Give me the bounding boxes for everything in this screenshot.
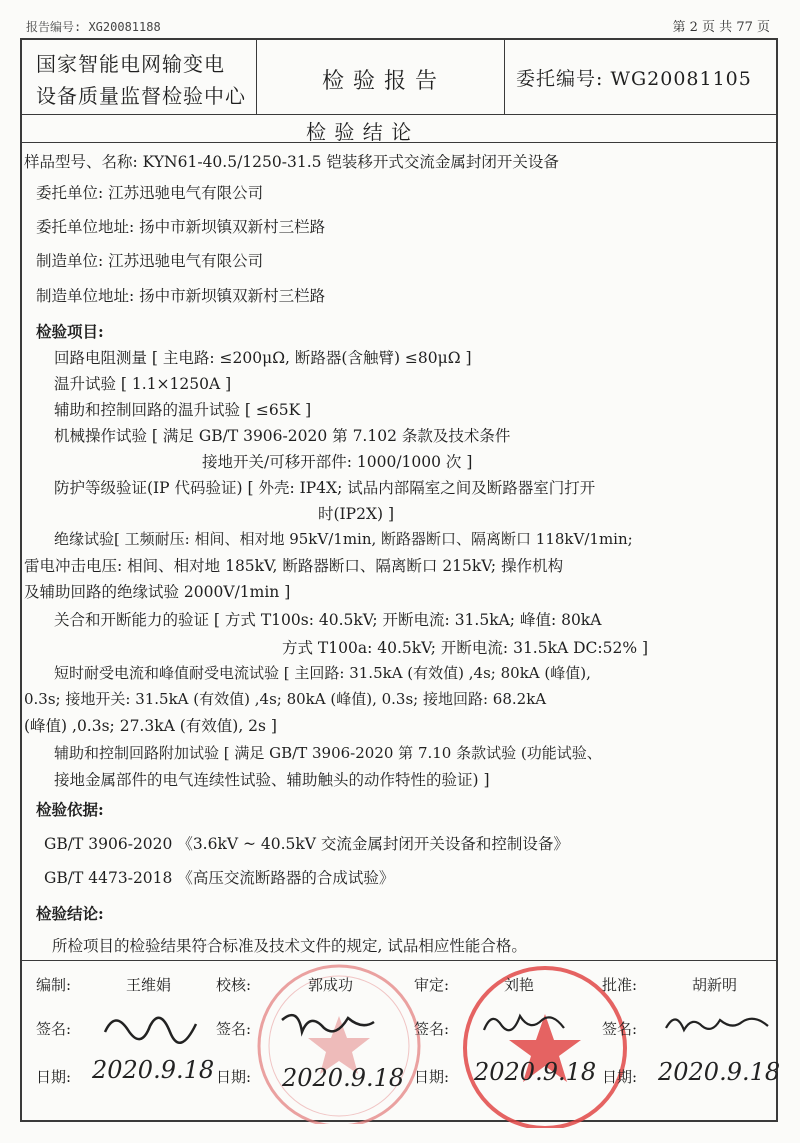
header-divider	[22, 114, 776, 115]
approve-name: 胡新明	[692, 976, 738, 994]
approve-date: 2020.9.18	[658, 1058, 781, 1086]
item-line: 防护等级验证(IP 代码验证) [ 外壳: IP4X; 试品内部隔室之间及断路器室门打开	[54, 479, 596, 497]
item-line: 雷电冲击电压: 相间、相对地 185kV, 断路器断口、隔离断口 215kV; 操作机构	[24, 557, 564, 575]
date-label: 日期:	[414, 1068, 450, 1086]
item-line: 短时耐受电流和峰值耐受电流试验 [ 主回路: 31.5kA (有效值) ,4s; 80kA (峰值),	[54, 664, 591, 682]
client-address: 委托单位地址: 扬中市新坝镇双新村三栏路	[36, 218, 326, 236]
check-date: 2020.9.18	[282, 1064, 405, 1092]
report-number: 报告编号: XG20081188	[26, 20, 161, 34]
date-label: 日期:	[602, 1068, 638, 1086]
sample-model: 样品型号、名称: KYN61-40.5/1250-31.5 铠装移开式交流金属封闭开关设备	[24, 153, 559, 171]
item-line: 方式 T100a: 40.5kV; 开断电流: 31.5kA DC:52% ]	[282, 639, 649, 657]
review-label: 审定:	[414, 976, 450, 994]
report-frame	[20, 38, 781, 1122]
item-line: 辅助和控制回路附加试验 [ 满足 GB/T 3906-2020 第 7.10 条款试验 (功能试验、	[54, 744, 602, 762]
conclusion-heading: 检验结论:	[36, 904, 104, 923]
org-name-line2: 设备质量监督检验中心	[36, 84, 246, 108]
item-line: 绝缘试验[ 工频耐压: 相间、相对地 95kV/1min, 断路器断口、隔离断口 118kV/1min;	[54, 530, 633, 548]
item-line: 时(IP2X) ]	[318, 505, 395, 523]
header-col-divider-1	[256, 40, 257, 114]
sign-label: 签名:	[602, 1020, 638, 1038]
review-name: 刘艳	[504, 976, 535, 994]
commission-number: 委托编号: WG20081105	[516, 68, 752, 90]
compile-label: 编制:	[36, 976, 72, 994]
check-name: 郭成功	[308, 976, 354, 994]
item-line: 0.3s; 接地开关: 31.5kA (有效值) ,4s; 80kA (峰值), 0.3s; 接地回路: 68.2kA	[24, 690, 547, 708]
review-date: 2020.9.18	[474, 1058, 597, 1086]
sign-label: 签名:	[216, 1020, 252, 1038]
approve-signature	[662, 1004, 772, 1044]
manufacturer-address: 制造单位地址: 扬中市新坝镇双新村三栏路	[36, 287, 326, 305]
basis-heading: 检验依据:	[36, 800, 104, 819]
org-name-line1: 国家智能电网输变电	[36, 52, 225, 76]
item-line: 温升试验 [ 1.1×1250A ]	[54, 375, 232, 393]
basis-line: GB/T 4473-2018 《高压交流断路器的合成试验》	[44, 869, 395, 887]
header-col-divider-2	[504, 40, 505, 114]
item-line: 辅助和控制回路的温升试验 [ ≤65K ]	[54, 401, 312, 419]
manufacturer: 制造单位: 江苏迅驰电气有限公司	[36, 252, 264, 270]
item-line: 关合和开断能力的验证 [ 方式 T100s: 40.5kV; 开断电流: 31.5kA; 峰值: 80kA	[54, 611, 602, 629]
item-line: 机械操作试验 [ 满足 GB/T 3906-2020 第 7.102 条款及技术条件	[54, 427, 511, 445]
compile-name: 王维娟	[126, 976, 172, 994]
check-signature	[278, 1002, 378, 1046]
sign-label: 签名:	[414, 1020, 450, 1038]
review-signature	[478, 1002, 568, 1046]
approve-label: 批准:	[602, 976, 638, 994]
item-line: 接地开关/可移开部件: 1000/1000 次 ]	[202, 453, 473, 471]
sign-label: 签名:	[36, 1020, 72, 1038]
client: 委托单位: 江苏迅驰电气有限公司	[36, 184, 264, 202]
item-line: 及辅助回路的绝缘试验 2000V/1min ]	[24, 583, 291, 601]
basis-line: GB/T 3906-2020 《3.6kV ~ 40.5kV 交流金属封闭开关设备和控制设备》	[44, 835, 569, 853]
report-title: 检 验 报 告	[322, 69, 438, 94]
compile-signature	[100, 1002, 200, 1046]
date-label: 日期:	[216, 1068, 252, 1086]
conclusion-text: 所检项目的检验结果符合标准及技术文件的规定, 试品相应性能合格。	[52, 937, 527, 955]
date-label: 日期:	[36, 1068, 72, 1086]
item-line: 回路电阻测量 [ 主电路: ≤200μΩ, 断路器(含触臂) ≤80μΩ ]	[54, 349, 472, 367]
compile-date: 2020.9.18	[92, 1056, 215, 1084]
section-title: 检 验 结 论	[306, 120, 413, 144]
item-line: (峰值) ,0.3s; 27.3kA (有效值), 2s ]	[24, 717, 277, 735]
check-label: 校核:	[216, 976, 252, 994]
items-heading: 检验项目:	[36, 322, 104, 341]
item-line: 接地金属部件的电气连续性试验、辅助触头的动作特性的验证) ]	[54, 771, 490, 789]
page-info: 第 2 页 共 77 页	[672, 20, 770, 35]
